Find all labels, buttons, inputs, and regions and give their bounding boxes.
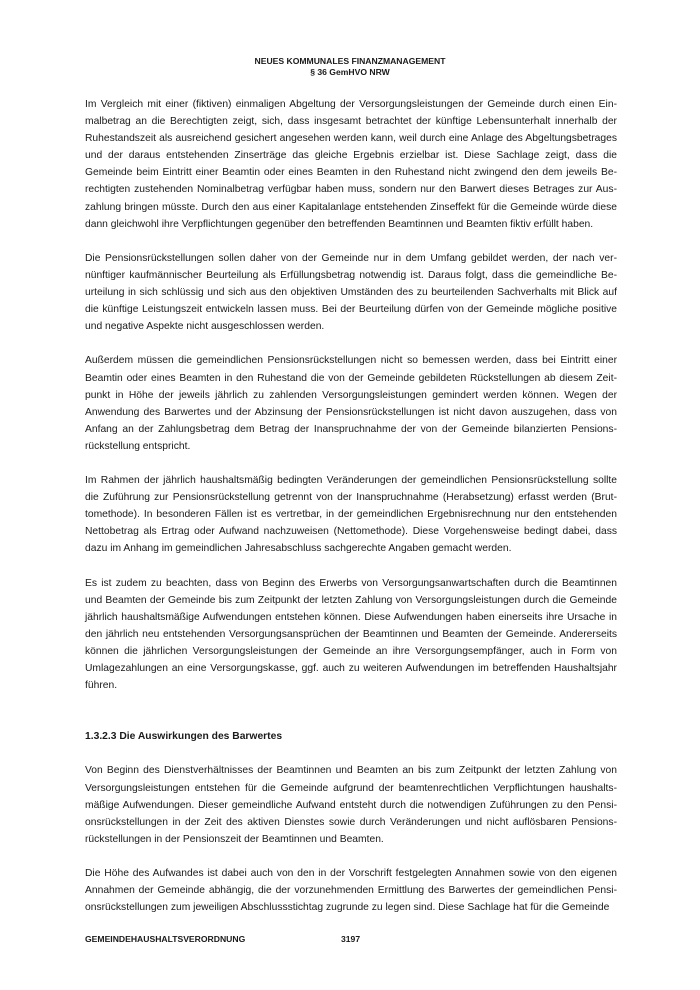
paragraph: Im Vergleich mit einer (fiktiven) einmaligen Abgeltung der Versorgungsleistungen der Gemeinde durch einen Einmalbetrag an die Berechtigten zeigt, sich, dass insgesamt betrachtet der künftige Lebensunterhalt innerhalb der Ruhestandszeit als ausreichend gesichert angesehen werden kann, weil durch eine Anlage des Abgeltungsbetrages und der daraus entstehenden Zinserträge das gleiche Ergebnis erzielbar ist. Diese Sachlage zeigt, dass die Gemeinde beim Eintritt einer Beamtin oder eines Beamten in den Ruhestand nicht zwingend den dem jeweils Berechtigten zustehenden Nominalbetrag verfügbar haben muss, sondern nur den Barwert dieses Betrages zur Auszahlung bringen müsste. Durch den aus einer Kapitalanlage entstehenden Zinseffekt für die Gemeinde würde diese dann gleichwohl ihre Verpflichtungen gegenüber den betreffenden Beamtinnen und Beamten fiktiv erfüllt haben. — [85, 99, 617, 230]
paragraph: Es ist zudem zu beachten, dass von Beginn des Erwerbs von Versorgungsanwartschaften durch die Beamtinnen und Beamten der Gemeinde bis zum Zeitpunkt der letzten Zahlung von Versorgungsleistungen durch die Gemeinde jährlich haushaltsmäßige Aufwendungen entstehen können. Diese Aufwendungen haben einerseits ihre Ursache in den jährlich neu entstehenden Versorgungsansprüchen der Beamtinnen und Beamten der Gemeinde. Andererseits können die jährlichen Versorgungsleistungen der Gemeinde an ihre Versorgungsempfänger, auch in Form von Umlagezahlungen an eine Versorgungskasse, ggf. auch zu weiteren Aufwendungen im betreffenden Haushaltsjahr führen. — [85, 577, 617, 692]
paragraph: Von Beginn des Dienstverhältnisses der Beamtinnen und Beamten an bis zum Zeitpunkt der letzten Zahlung von Versorgungsleistungen entstehen für die Gemeinde aufgrund der beamtenrechtlichen Verpflichtungen haushaltsmäßige Aufwendungen. Dieser gemeindliche Aufwand entsteht durch die notwendigen Zuführungen zu den Pensionsrückstellungen in der Zeit des aktiven Dienstes sowie durch Veränderungen und nicht auflösbaren Pensionsrückstellungen in der Pensionszeit der Beamtinnen und Beamten. — [85, 765, 617, 845]
footer-title: GEMEINDEHAUSHALTSVERORDNUNG — [85, 934, 246, 944]
document-body — [85, 96, 617, 933]
header-title: NEUES KOMMUNALES FINANZMANAGEMENT — [254, 56, 446, 66]
page-header — [0, 56, 700, 78]
header-section-ref: § 36 GemHVO NRW — [310, 67, 390, 77]
page-number: 3197 — [341, 934, 361, 944]
paragraph: Außerdem müssen die gemeindlichen Pensionsrückstellungen nicht so bemessen werden, dass bei Eintritt einer Beamtin oder eines Beamten in den Ruhestand die von der Gemeinde gebildeten Rückstellungen ab diesem Zeitpunkt in Höhe der jeweils jährlich zu zahlenden Versorgungsleistungen gemindert werden können. Wegen der Anwendung des Barwertes und der Abzinsung der Pensionsrückstellungen ist nicht davon auszugehen, dass von Anfang an der Zahlungsbetrag dem Betrag der Inanspruchnahme der von der Gemeinde bilanzierten Pensionsrückstellung entspricht. — [85, 355, 617, 452]
paragraph: Die Pensionsrückstellungen sollen daher von der Gemeinde nur in dem Umfang gebildet werden, der nach vernünftiger kaufmännischer Beurteilung als Erfüllungsbetrag notwendig ist. Daraus folgt, dass die gemeindliche Beurteilung in sich schlüssig und sich aus den objektiven Umständen des zu beurteilenden Sachverhalts mit Blick auf die künftige Leistungszeit entwickeln lassen muss. Bei der Beurteilung dürfen von der Gemeinde mögliche positive und negative Aspekte nicht ausgeschlossen werden. — [85, 252, 617, 333]
paragraph: Die Höhe des Aufwandes ist dabei auch von den in der Vorschrift festgelegten Annahmen sowie von den eigenen Annahmen der Gemeinde abhängig, die der vorzunehmenden Ermittlung des Barwertes der gemeindlichen Pensionsrückstellungen zum jeweiligen Abschlussstichtag zugrunde zu legen sind. Diese Sachlage hat für die Gemeinde — [85, 868, 617, 914]
page-footer — [85, 934, 361, 945]
paragraph: Im Rahmen der jährlich haushaltsmäßig bedingten Veränderungen der gemeindlichen Pensionsrückstellung sollte die Zuführung zur Pensionsrückstellung getrennt von der Inanspruchnahme (Herabsetzung) erfasst werden (Bruttomethode). In besonderen Fällen ist es vertretbar, in der gemeindlichen Ergebnisrechnung nur den entstehenden Nettobetrag als Ertrag oder Aufwand nachzuweisen (Nettomethode). Diese Vorgehensweise bedingt dabei, dass dazu im Anhang im gemeindlichen Jahresabschluss sachgerechte Angaben gemacht werden. — [85, 475, 617, 555]
section-heading: 1.3.2.3 Die Auswirkungen des Barwertes — [85, 731, 283, 743]
